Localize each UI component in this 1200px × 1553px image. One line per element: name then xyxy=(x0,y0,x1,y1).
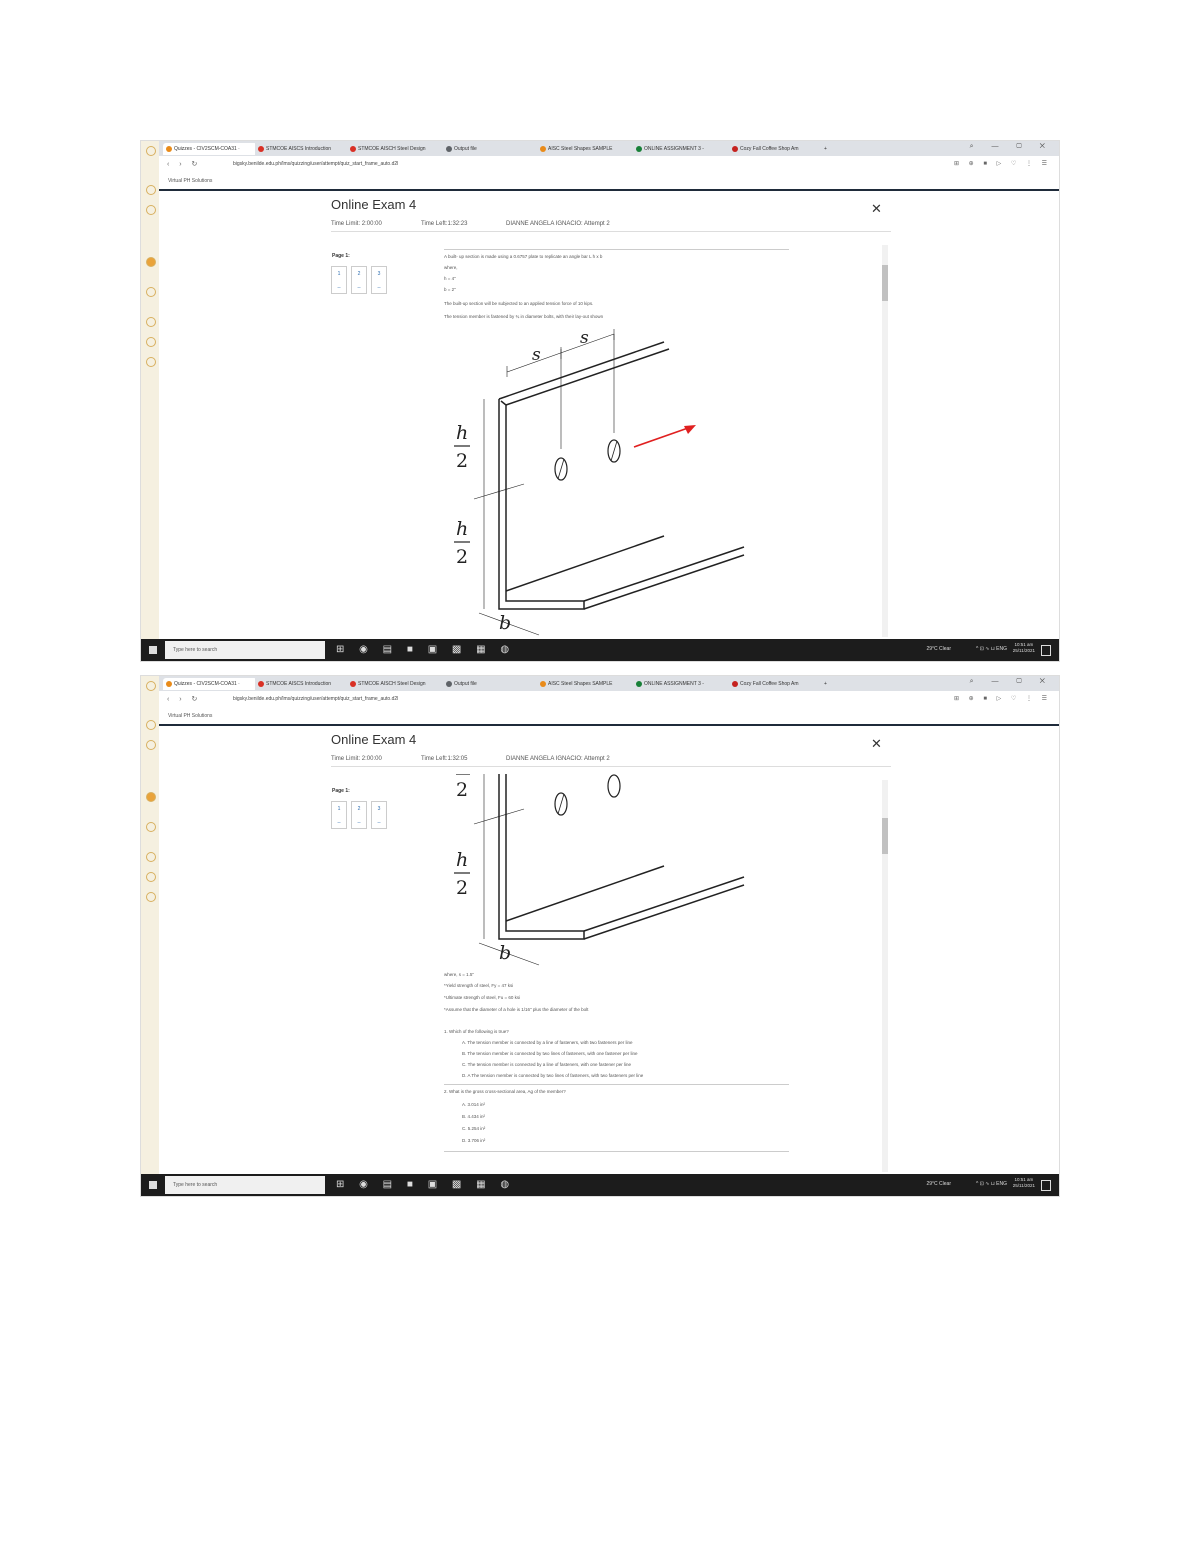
question-divider xyxy=(444,249,789,250)
question-divider xyxy=(444,1151,789,1152)
page-number: 3 xyxy=(377,806,381,812)
problem-line: where, xyxy=(444,265,458,270)
tab-output-file[interactable] xyxy=(443,678,537,690)
clock-date: 25/11/2021 xyxy=(1012,648,1035,653)
weather-widget[interactable]: 29°C Clear xyxy=(926,1181,951,1187)
rail-icon[interactable] xyxy=(146,720,156,730)
bookmarks-bar xyxy=(141,709,1059,726)
system-tray[interactable]: ^ ⊡ ∿ ⊔ ENG xyxy=(975,1181,1007,1187)
tab-bar xyxy=(141,676,1059,691)
given-line: *Yield strength of steel, Fy = 47 ksi xyxy=(444,983,514,988)
page-number: 1 xyxy=(337,806,341,812)
notification-icon[interactable] xyxy=(1041,1180,1051,1191)
hole-centerline xyxy=(611,441,617,461)
tab-label: STMCOE AISCH Steel Design xyxy=(358,146,426,152)
page-button-2[interactable] xyxy=(351,801,367,829)
tab-label: AISC Steel Shapes SAMPLE xyxy=(548,146,613,152)
given-line: *Assume that the diameter of a hole is 1/16" plus the diameter of the bolt xyxy=(444,1007,589,1012)
page-label: Page 1: xyxy=(332,253,350,259)
page-scrollbar[interactable] xyxy=(882,780,888,1172)
question-1-prompt: 1. Which of the following is true? xyxy=(444,1029,509,1034)
quiz-favicon-icon xyxy=(166,681,172,687)
tab-quizzes[interactable] xyxy=(163,143,257,155)
tab-stmcoe-intro[interactable] xyxy=(255,143,349,155)
dimension-label-h: h xyxy=(456,422,469,444)
bolt-holes xyxy=(555,440,620,480)
dimension-label-s: s xyxy=(532,345,541,365)
tab-aisc-shapes[interactable] xyxy=(537,678,633,690)
tab-bar xyxy=(141,141,1059,156)
nav-buttons[interactable]: ‹ › ↻ xyxy=(167,161,202,168)
site-favicon-icon xyxy=(540,681,546,687)
problem-line: The tension member is fastened by ¾ in diameter bolts, with their lay-out shown xyxy=(444,314,604,319)
rail-icon[interactable] xyxy=(146,287,156,297)
extensions-icons[interactable]: ⊞ ⊕ ■ ▷ ♡ ⋮ ☰ xyxy=(953,161,1051,167)
question-1-choice-c[interactable]: C. The tension member is connected by a line of fasteners, with one fastener per line xyxy=(462,1062,632,1067)
tab-online-assignment[interactable] xyxy=(633,678,731,690)
windows-start-icon[interactable] xyxy=(149,646,157,654)
tab-stmcoe-design[interactable] xyxy=(347,678,445,690)
question-1-choice-b[interactable]: B. The tension member is connected by two lines of fasteners, with one fastener per line xyxy=(462,1051,638,1056)
left-rail xyxy=(141,141,159,641)
nav-buttons[interactable]: ‹ › ↻ xyxy=(167,696,202,703)
tab-label: AISC Steel Shapes SAMPLE xyxy=(548,681,613,687)
tab-label: Cozy Fall Coffee Shop Am xyxy=(740,146,799,152)
screenshot-top xyxy=(141,141,1059,661)
rail-icon[interactable] xyxy=(146,740,156,750)
close-icon[interactable]: ✕ xyxy=(871,201,882,216)
question-divider xyxy=(444,1084,789,1085)
rail-icon[interactable] xyxy=(146,146,156,156)
bolt-hole-icon xyxy=(608,775,620,797)
angle-outline xyxy=(499,774,744,939)
left-rail xyxy=(141,676,159,1176)
rail-icon[interactable] xyxy=(146,852,156,862)
page-button-3[interactable] xyxy=(371,266,387,294)
exam-header xyxy=(331,197,891,227)
page-nav xyxy=(331,266,391,294)
new-tab-button[interactable]: + xyxy=(821,678,837,690)
sheets-icon xyxy=(636,146,642,152)
scrollbar-thumb[interactable] xyxy=(882,818,888,854)
clock[interactable] xyxy=(1013,642,1035,654)
page-status: -- xyxy=(377,820,381,826)
header-divider xyxy=(331,766,891,767)
bookmark-item[interactable]: Virtual PH Solutions xyxy=(168,713,213,719)
dimension-label-2: 2 xyxy=(456,450,469,472)
page-button-3[interactable] xyxy=(371,801,387,829)
problem-line: A built- up section is made using a 0.6757 plate to replicate an angle bar L h x b xyxy=(444,254,603,259)
clock-time: 10:51 am xyxy=(1014,1177,1034,1182)
bookmark-item[interactable]: Virtual PH Solutions xyxy=(168,178,213,184)
question-2-choice-c[interactable]: C. 5.254 in² xyxy=(462,1126,486,1131)
tab-youtube[interactable] xyxy=(729,678,823,690)
tab-label: ONLINE ASSIGNMENT 3 - xyxy=(644,146,704,152)
taskbar-search-input[interactable]: Type here to search xyxy=(165,1176,325,1194)
taskbar xyxy=(141,1174,1059,1196)
tab-label: Quizzes - CIV2SCM-COA31 · xyxy=(174,681,240,687)
windows-start-icon[interactable] xyxy=(149,1181,157,1189)
new-tab-button[interactable]: + xyxy=(821,143,837,155)
sheets-icon xyxy=(636,681,642,687)
time-limit: Time Limit: 2:00:00 xyxy=(331,221,382,227)
time-limit: Time Limit: 2:00:00 xyxy=(331,756,382,762)
page-status: -- xyxy=(377,285,381,291)
close-icon[interactable]: ✕ xyxy=(871,736,882,751)
weather-widget[interactable]: 29°C Clear xyxy=(926,646,951,652)
page-button-2[interactable] xyxy=(351,266,367,294)
dimension-label-h: h xyxy=(456,849,469,871)
rail-icon[interactable] xyxy=(146,792,156,802)
exam-title: Online Exam 4 xyxy=(331,732,417,747)
youtube-icon xyxy=(732,681,738,687)
problem-line: The built-up section will be subjected to an applied tension force of 10 kips. xyxy=(444,301,594,306)
dimension-label-2: 2 xyxy=(456,877,469,899)
tab-stmcoe-design[interactable] xyxy=(347,143,445,155)
tab-aisc-shapes[interactable] xyxy=(537,143,633,155)
exam-title: Online Exam 4 xyxy=(331,197,417,212)
dimension-label-2: 2 xyxy=(456,779,469,801)
dimension-label-b: b xyxy=(499,612,512,634)
address-bar xyxy=(141,691,1059,709)
page-nav xyxy=(331,801,391,829)
question-1-choice-d[interactable]: D. A The tension member is connected by two lines of fasteners, with two fasteners per line xyxy=(462,1073,644,1078)
problem-line: b = 2" xyxy=(444,287,456,292)
notification-icon[interactable] xyxy=(1041,645,1051,656)
window-controls[interactable]: ⌕ — ▢ ✕ xyxy=(969,678,1053,685)
tab-label: Cozy Fall Coffee Shop Am xyxy=(740,681,799,687)
given-line: *Ultimate strength of steel, Fu = 60 ksi xyxy=(444,995,521,1000)
tab-label: Output file xyxy=(454,681,477,687)
page-status: -- xyxy=(337,820,341,826)
rail-icon[interactable] xyxy=(146,185,156,195)
tab-online-assignment[interactable] xyxy=(633,143,731,155)
page-status: -- xyxy=(357,820,361,826)
taskbar-search-input[interactable]: Type here to search xyxy=(165,641,325,659)
page-button-1[interactable] xyxy=(331,801,347,829)
page-label: Page 1: xyxy=(332,788,350,794)
page-status: -- xyxy=(337,285,341,291)
student-attempt: DIANNE ANGELA IGNACIO: Attempt 2 xyxy=(506,756,610,762)
angle-bar-figure xyxy=(444,329,784,639)
page-number: 2 xyxy=(357,806,361,812)
question-2-choice-b[interactable]: B. 4.434 in² xyxy=(462,1114,486,1119)
bookmarks-bar xyxy=(141,174,1059,191)
rail-icon[interactable] xyxy=(146,317,156,327)
question-1-choice-a[interactable]: A. The tension member is connected by a line of fasteners, with two fasteners per line xyxy=(462,1040,633,1045)
rail-icon[interactable] xyxy=(146,872,156,882)
youtube-icon xyxy=(732,146,738,152)
extensions-icons[interactable]: ⊞ ⊕ ■ ▷ ♡ ⋮ ☰ xyxy=(953,696,1051,702)
page-status: -- xyxy=(357,285,361,291)
hole-centerline xyxy=(558,794,564,814)
exam-header xyxy=(331,732,891,762)
page-number: 2 xyxy=(357,271,361,277)
globe-icon xyxy=(446,146,452,152)
student-attempt: DIANNE ANGELA IGNACIO: Attempt 2 xyxy=(506,221,610,227)
tab-label: STMCOE AISCS Introduction xyxy=(266,681,332,687)
tab-stmcoe-intro[interactable] xyxy=(255,678,349,690)
dimension-label-2: 2 xyxy=(456,546,469,568)
angle-outline xyxy=(499,342,744,609)
site-favicon-icon xyxy=(350,146,356,152)
system-tray[interactable]: ^ ⊡ ∿ ⊔ ENG xyxy=(975,646,1007,652)
scrollbar-thumb[interactable] xyxy=(882,265,888,301)
time-left: Time Left:1:32:05 xyxy=(421,756,468,762)
taskbar xyxy=(141,639,1059,661)
clock[interactable] xyxy=(1013,1177,1035,1189)
rail-icon[interactable] xyxy=(146,892,156,902)
rail-icon[interactable] xyxy=(146,681,156,691)
question-2-prompt: 2. What is the gross cross-sectional area, Ag of the member? xyxy=(444,1089,566,1094)
rail-icon[interactable] xyxy=(146,257,156,267)
taskbar-app-icons[interactable]: ⊞ ◉ ▤ ■ ▣ ▩ ▦ ◍ xyxy=(336,1179,516,1190)
question-2-choice-a[interactable]: A. 3.014 in² xyxy=(462,1102,486,1107)
quiz-favicon-icon xyxy=(166,146,172,152)
url-field[interactable]: bigsky.benilde.edu.ph/lms/quizzing/user/attempt/quiz_start_frame_auto.d2l xyxy=(233,696,399,702)
tab-quizzes[interactable] xyxy=(163,678,257,690)
globe-icon xyxy=(446,681,452,687)
dimension-label-h: h xyxy=(456,518,469,540)
page-button-1[interactable] xyxy=(331,266,347,294)
header-divider xyxy=(331,231,891,232)
problem-line: h = 4" xyxy=(444,276,456,281)
rail-icon[interactable] xyxy=(146,205,156,215)
screenshot-bottom xyxy=(141,676,1059,1196)
page-scrollbar[interactable] xyxy=(882,245,888,637)
tab-label: Output file xyxy=(454,146,477,152)
window-controls[interactable]: ⌕ — ▢ ✕ xyxy=(969,143,1053,150)
question-area xyxy=(444,774,884,1174)
given-line: where, s = 1.5" xyxy=(444,972,474,977)
tab-label: Quizzes - CIV2SCM-COA31 · xyxy=(174,146,240,152)
site-favicon-icon xyxy=(258,146,264,152)
taskbar-app-icons[interactable]: ⊞ ◉ ▤ ■ ▣ ▩ ▦ ◍ xyxy=(336,644,516,655)
rail-icon[interactable] xyxy=(146,357,156,367)
time-left: Time Left:1:32:23 xyxy=(421,221,468,227)
question-2-choice-d[interactable]: D. 3.706 in² xyxy=(462,1138,486,1143)
tab-youtube[interactable] xyxy=(729,143,823,155)
angle-bar-figure-scrolled xyxy=(444,774,784,969)
dimension-label-b: b xyxy=(499,942,512,964)
hole-centerline xyxy=(558,459,564,479)
tab-label: STMCOE AISCH Steel Design xyxy=(358,681,426,687)
clock-time: 10:51 am xyxy=(1014,642,1034,647)
page-number: 3 xyxy=(377,271,381,277)
rail-icon[interactable] xyxy=(146,822,156,832)
dimension-label-s: s xyxy=(580,329,589,348)
tab-label: STMCOE AISCS Introduction xyxy=(266,146,332,152)
tab-label: ONLINE ASSIGNMENT 3 - xyxy=(644,681,704,687)
question-area xyxy=(444,239,884,639)
rail-icon[interactable] xyxy=(146,337,156,347)
address-bar xyxy=(141,156,1059,174)
clock-date: 25/11/2021 xyxy=(1012,1183,1035,1188)
page-number: 1 xyxy=(337,271,341,277)
site-favicon-icon xyxy=(540,146,546,152)
url-field[interactable]: bigsky.benilde.edu.ph/lms/quizzing/user/attempt/quiz_start_frame_auto.d2l xyxy=(233,161,399,167)
tab-output-file[interactable] xyxy=(443,143,537,155)
site-favicon-icon xyxy=(258,681,264,687)
tension-arrow-icon xyxy=(634,425,696,447)
site-favicon-icon xyxy=(350,681,356,687)
